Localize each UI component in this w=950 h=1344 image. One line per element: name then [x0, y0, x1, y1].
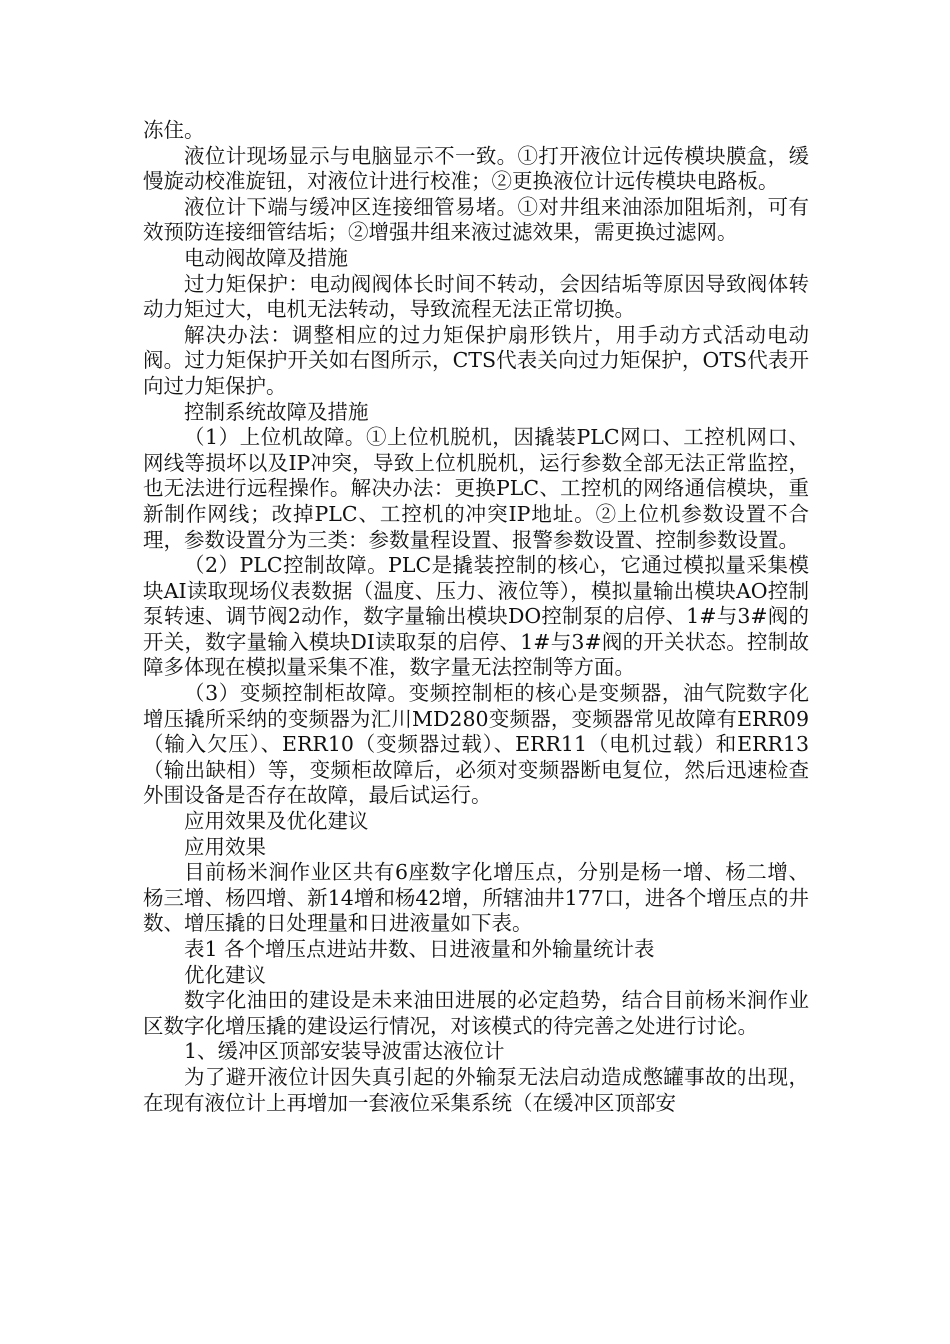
paragraph: 冻住。 [143, 118, 205, 142]
paragraph: （1）上位机故障。①上位机脱机，因撬装PLC网口、工控机网口、网线等损坏以及IP冲突，导致上位机脱机，运行参数全部无法正常监控，也无法进行远程操作。解决办法：更换PLC、工控机的网络通信模块，重新制作网线；改掉PLC、工控机的冲突IP地址。②上位机参数设置不合理，参数设置分为三类：参数量程设置、报警参数设置、控制参数设置。 [143, 425, 809, 552]
document-page [143, 118, 809, 1116]
paragraph: 液位计下端与缓冲区连接细管易堵。①对井组来油添加阻垢剂，可有效预防连接细管结垢；②增强井组来液过滤效果，需更换过滤网。 [143, 194, 809, 245]
subsection-heading: 应用效果 [184, 834, 266, 859]
subsection-heading: 1、缓冲区顶部安装导波雷达液位计 [184, 1039, 505, 1064]
paragraph: 过力矩保护：电动阀阀体长时间不转动，会因结垢等原因导致阀体转动力矩过大，电机无法转动，导致流程无法正常切换。 [143, 271, 809, 322]
section-heading: 应用效果及优化建议 [184, 809, 369, 834]
paragraph: 为了避开液位计因失真引起的外输泵无法启动造成憋罐事故的出现，在现有液位计上再增加一套液位采集系统（在缓冲区顶部安 [143, 1064, 809, 1115]
section-heading: 电动阀故障及措施 [184, 245, 348, 270]
paragraph: （3）变频控制柜故障。变频控制柜的核心是变频器，油气院数字化增压撬所采纳的变频器为汇川MD280变频器，变频器常见故障有ERR09（输入欠压）、ERR10（变频器过载）、ERR11（电机过载）和ERR13（输出缺相）等，变频柜故障后，必须对变频器断电复位，然后迅速检查外围设备是否存在故障，最后试运行。 [143, 681, 809, 808]
paragraph: 解决办法：调整相应的过力矩保护扇形铁片，用手动方式活动电动阀。过力矩保护开关如右图所示，CTS代表关向过力矩保护，OTS代表开向过力矩保护。 [143, 322, 809, 398]
paragraph: 数字化油田的建设是未来油田进展的必定趋势，结合目前杨米涧作业区数字化增压撬的建设运行情况，对该模式的待完善之处进行讨论。 [143, 988, 809, 1038]
paragraph: 目前杨米涧作业区共有6座数字化增压点，分别是杨一增、杨二增、杨三增、杨四增、新14增和杨42增，所辖油井177口，进各个增压点的井数、增压撬的日处理量和日进液量如下表。 [143, 860, 809, 936]
paragraph: 液位计现场显示与电脑显示不一致。①打开液位计远传模块膜盒，缓慢旋动校准旋钮，对液位计进行校准；②更换液位计远传模块电路板。 [143, 143, 809, 194]
paragraph: （2）PLC控制故障。PLC是撬装控制的核心，它通过模拟量采集模块AI读取现场仪表数据（温度、压力、液位等），模拟量输出模块AO控制泵转速、调节阀2动作，数字量输出模块DO控制泵的启停、1#与3#阀的开关，数字量输入模块DI读取泵的启停、1#与3#阀的开关状态。控制故障多体现在模拟量采集不准，数字量无法控制等方面。 [143, 553, 809, 680]
subsection-heading: 优化建议 [184, 962, 266, 987]
table-caption: 表1 各个增压点进站井数、日进液量和外输量统计表 [184, 937, 655, 961]
section-heading: 控制系统故障及措施 [184, 399, 369, 424]
